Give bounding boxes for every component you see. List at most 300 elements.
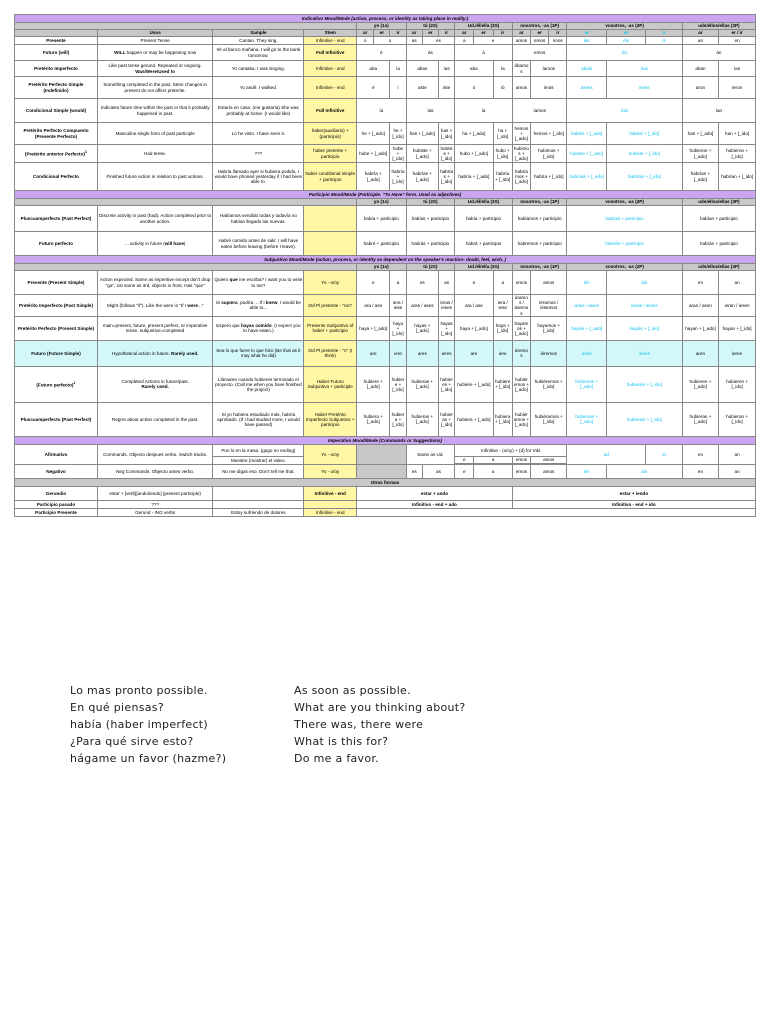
- tense-sample: Lo he visto. I have seen it.: [213, 123, 304, 145]
- ending-cell: hubieren + [_ado]: [682, 366, 718, 402]
- table-row: [15, 464, 756, 478]
- ending-cell: hubo + [_ado]: [455, 145, 493, 163]
- ending-cell: habría + [_ado]: [455, 163, 493, 191]
- ending-cell: hubierais + [_ado]: [567, 402, 606, 436]
- ending-cell: había + participio: [455, 206, 513, 232]
- ending-cell: en: [682, 271, 718, 295]
- ending-cell: éis: [606, 37, 645, 45]
- ending-cell: emos: [512, 271, 530, 295]
- ending-cell: han + [_ado]: [682, 123, 718, 145]
- tense-stem: Haber Futuro Subjuntivo + participle: [304, 366, 357, 402]
- tense-sample: No me digas eso. Don't tell me that.: [213, 464, 304, 478]
- ending-cell: íamos: [512, 99, 567, 123]
- tense-stem: haber preterite + participio: [304, 145, 357, 163]
- ending-cell: imos: [531, 77, 567, 99]
- ending-cell: aren: [682, 340, 718, 366]
- tense-stem: Full Infinitive: [304, 99, 357, 123]
- ending-cell: hayan + [_ido]: [719, 316, 756, 340]
- ending-cell: ías: [438, 61, 454, 77]
- ending-cell: hubiera + [_ado]: [455, 402, 493, 436]
- ending-cell: ieras / ieses: [438, 295, 454, 317]
- ending-cell: hubieras + [_ado]: [406, 402, 438, 436]
- tense-sample: Muestre (mostrar) el video.: [213, 456, 304, 464]
- phrase-english: What are you thinking about?: [294, 701, 466, 714]
- ending-cell: en: [682, 464, 718, 478]
- ending-cell: es: [406, 271, 438, 295]
- ending-cell: íais: [606, 61, 682, 77]
- ending-cell: e: [474, 37, 512, 45]
- ending-cell: íamos: [531, 61, 567, 77]
- tense-use: Masculine single form of past participle: [97, 123, 212, 145]
- ending-cell: e: [455, 464, 474, 478]
- table-row: [15, 444, 756, 456]
- tense-use: Regret about action completed in the past.: [97, 402, 212, 436]
- ending-cell: ían: [682, 99, 755, 123]
- ending-header: er: [606, 30, 645, 37]
- ending-cell: hubieres + [_ido]: [438, 366, 454, 402]
- ending-cell: habrían + [_ado]: [682, 163, 718, 191]
- person-header: Ud./él/ella (3S): [455, 199, 513, 206]
- ending-cell: iere: [493, 340, 512, 366]
- ending-cell: ares: [406, 340, 438, 366]
- list-item: [70, 718, 750, 735]
- tense-sample: Yo cantaba. I was singing.: [213, 61, 304, 77]
- person-header: yo (1s): [357, 199, 407, 206]
- table-row: [15, 37, 756, 45]
- tense-name: Pretérito Perfecto Simple (Indefinido): [15, 77, 98, 99]
- ending-cell: ha + [_ado]: [455, 123, 493, 145]
- ending-cell: iste: [438, 77, 454, 99]
- ending-cell: hayas + [_ido]: [438, 316, 454, 340]
- ending-cell: hubiera + [_ido]: [493, 402, 512, 436]
- ending-cell: habían + participio: [682, 206, 755, 232]
- tense-use: Neg Commands. Objecto antes verbo.: [97, 464, 212, 478]
- tense-stem: Yo - o/oy: [304, 271, 357, 295]
- tense-name: Negativo: [15, 464, 98, 478]
- ending-cell: hubiere + [_ido]: [390, 366, 406, 402]
- tense-use: Discrete activity in past (had). Action completed prior to another action.: [97, 206, 212, 232]
- ending-cell: habéis + [_ado]: [567, 123, 606, 145]
- ending-cell: estar + iendo: [512, 486, 755, 500]
- ending-cell: é: [357, 77, 390, 99]
- ending-cell: habremos + participio: [512, 232, 567, 256]
- ending-cell: habríais + [_ido]: [606, 163, 682, 191]
- ending-cell: ieren: [719, 340, 756, 366]
- ending-cell: hubiste + [_ido]: [606, 145, 682, 163]
- ending-cell: as: [422, 464, 454, 478]
- tense-use: Something completed in the past. Stem changes in present do not affect preterite.: [97, 77, 212, 99]
- ending-cell: han + [_ido]: [719, 123, 756, 145]
- conjugation-table: [14, 14, 756, 517]
- ending-cell: habría + [_ido]: [493, 163, 512, 191]
- tense-sample: ???: [213, 145, 304, 163]
- phrase-spanish: Lo mas pronto possible.: [70, 684, 208, 697]
- tense-name: Condicional Perfecto: [15, 163, 98, 191]
- ending-header: er: [422, 30, 438, 37]
- phrase-english: As soon as possible.: [294, 684, 411, 697]
- ending-cell: amos: [531, 464, 567, 478]
- ending-cell: hubimos + [_ado]: [513, 145, 529, 162]
- ending-header: ar: [455, 30, 474, 37]
- conjugation-sheet: [14, 14, 756, 517]
- tense-name: Participio pasado: [15, 500, 98, 508]
- tense-name: Futuro perfecto: [15, 232, 98, 256]
- section-imperative: Imperativo Mood/Mode (Commands or Suggestions): [15, 436, 756, 444]
- ending-cell: aron: [682, 77, 718, 99]
- ending-cell: ió: [493, 77, 512, 99]
- ending-cell: ía: [357, 99, 407, 123]
- tense-stem: Full Infinitive: [304, 45, 357, 61]
- ending-cell: aran / asen: [682, 295, 718, 317]
- person-header: nosotros, -as (1P): [512, 199, 567, 206]
- tense-use: Present Tense: [97, 37, 212, 45]
- ending-cell: hubiéramos + [_ido]: [531, 402, 567, 436]
- table-row: [15, 340, 756, 366]
- section-participle: Participio Mood/Mode (Participle. "To Have" form. Used as adjectives): [15, 191, 756, 199]
- person-header: Ud./él/ella (3S): [455, 23, 513, 30]
- ending-cell: í: [390, 77, 406, 99]
- table-row: [15, 295, 756, 317]
- tense-name: Condicional Simple (would): [15, 99, 98, 123]
- tense-name: Futuro (will): [15, 45, 98, 61]
- ending-cell: hubiere + [_ado]: [455, 366, 493, 402]
- tense-stem: Yo - o/oy: [304, 464, 357, 478]
- ending-cell: éis: [567, 45, 682, 61]
- ending-cell: hubieron + [_ido]: [719, 145, 756, 163]
- tense-name: Pretérito Perfecto (Present Simple): [15, 316, 98, 340]
- person-header: Ud./él/ella (3S): [455, 264, 513, 271]
- ending-cell: habríamos + [_ado]: [512, 163, 530, 191]
- ending-cell: iereis: [606, 340, 682, 366]
- list-item: [70, 735, 750, 752]
- table-row: [15, 206, 756, 232]
- tense-stem: haber conditional simple + participio: [304, 163, 357, 191]
- person-header: nosotros, -as (1P): [512, 264, 567, 271]
- ending-cell: ha + [_ido]: [493, 123, 512, 145]
- ending-cell: are: [357, 340, 390, 366]
- ending-cell: iera / iese: [390, 295, 406, 317]
- ending-cell: id: [646, 444, 682, 464]
- ending-cell: án: [682, 45, 755, 61]
- sample-header: Sample: [213, 30, 304, 37]
- ending-cell: habéis + [_ido]: [606, 123, 682, 145]
- ending-cell: an: [719, 271, 756, 295]
- ending-cell: hayáis + [_ido]: [606, 316, 682, 340]
- tense-use: ... activity in future (will have): [97, 232, 212, 256]
- tense-name: Afirmativo: [15, 444, 98, 464]
- ending-cell: aras / ases: [406, 295, 438, 317]
- tense-sample: Espero que hayas comido. (I expect you to have eaten.): [213, 316, 304, 340]
- person-header: yo (1s): [357, 23, 407, 30]
- tense-stem: Infinitive - end: [304, 77, 357, 99]
- ending-cell: ías: [406, 99, 455, 123]
- ending-cell: hemos + [_ado]: [512, 123, 530, 145]
- tense-stem: haber(auxiliario) + (participio): [304, 123, 357, 145]
- ending-header: ar: [512, 30, 530, 37]
- ending-cell: hubiereis + [_ido]: [606, 366, 682, 402]
- ending-cell: an: [719, 444, 756, 464]
- ending-cell: has + [_ado]: [406, 123, 438, 145]
- imperative-same-as-ud: Same as Ud.: [406, 444, 455, 464]
- tense-stem: Infinitive - end: [304, 508, 357, 516]
- ending-cell: abais: [567, 61, 606, 77]
- tense-use: Indicates future time within the past or that it probably happened in past.: [97, 99, 212, 123]
- ending-cell: habías + participio: [406, 206, 455, 232]
- ending-header: ar: [567, 30, 606, 37]
- ending-cell: hubiéramos + [_ado]: [512, 402, 530, 436]
- ending-cell: habré + participio: [357, 232, 407, 256]
- tense-name: Presente: [15, 37, 98, 45]
- ending-cell: o: [357, 37, 374, 45]
- phrase-spanish: ¿Para qué sirve esto?: [70, 735, 194, 748]
- ending-cell: hube + [_ido]: [390, 145, 406, 163]
- table-row: [15, 271, 756, 295]
- tense-name: Pretérito Perfecto Compuesto (Presente Perfecto): [15, 123, 98, 145]
- person-header: vosotros, -as (2P): [567, 23, 682, 30]
- ending-cell: hubieren + [_ido]: [719, 366, 756, 402]
- ending-cell: aba: [455, 61, 493, 77]
- tense-name: Pretérito Imperfecto: [15, 61, 98, 77]
- ending-cell: íais: [567, 99, 682, 123]
- ending-cell: iere: [390, 340, 406, 366]
- ending-cell: hubieras + [_ido]: [438, 402, 454, 436]
- ending-cell: haya + [_ido]: [493, 316, 512, 340]
- ending-cell: en: [682, 444, 718, 464]
- tense-name: Participio Presente: [15, 508, 98, 516]
- ending-cell: imos: [549, 37, 567, 45]
- ending-cell: hube + [_ado]: [357, 145, 390, 163]
- ending-cell: isteis: [606, 77, 682, 99]
- person-header: vosotros, -as (2P): [567, 199, 682, 206]
- ending-cell: había + participio: [357, 206, 407, 232]
- person-header: yo (1s): [357, 264, 407, 271]
- ending-cell: hayas + [_ado]: [406, 316, 438, 340]
- ending-cell: ís: [646, 37, 682, 45]
- tense-sample: Habría llamado ayer si hubiera podido, I would have phoned yesterday if I had been able to.: [213, 163, 304, 191]
- phrase-english: What is this for?: [294, 735, 389, 748]
- tense-name: Pluscuamperfecto (Past Perfect): [15, 402, 98, 436]
- phrase-english: There was, there were: [294, 718, 424, 731]
- imperative-vds-rule: Infinitive - (o/oy) + (d) for Vds: [455, 444, 567, 456]
- ending-cell: areis: [567, 340, 606, 366]
- ending-cell: en: [719, 37, 756, 45]
- ending-cell: habréis + participio: [567, 232, 682, 256]
- ending-cell: hubiereis + [_ado]: [567, 366, 606, 402]
- tense-use: Had tense.: [97, 145, 212, 163]
- ending-header: er: [374, 30, 390, 37]
- table-row: [15, 316, 756, 340]
- ending-header: ir: [438, 30, 454, 37]
- tense-use: Gerund - ING verbs: [97, 508, 212, 516]
- person-header: uds/ellos/ellas (3P): [682, 264, 755, 271]
- tense-sample: Estaría en casa. (me gustaría) She was probably at home. (I would like): [213, 99, 304, 123]
- ending-cell: a: [493, 271, 512, 295]
- ending-header: er / ir: [719, 30, 756, 37]
- tense-use: WILL happen or may be happening now: [97, 45, 212, 61]
- ending-cell: habrá + participio: [455, 232, 513, 256]
- ending-cell: ara / ase: [357, 295, 390, 317]
- tense-use: Completed Actions in future/past. Rarely used.: [97, 366, 212, 402]
- ending-cell: aban: [682, 61, 718, 77]
- table-row: [15, 500, 756, 508]
- person-header: tú (2S): [406, 199, 455, 206]
- tense-use: estar + [verb][ando/iendo] (present participle): [97, 486, 212, 500]
- tense-stem: 3rd Pl preterite - "n" (I think): [304, 340, 357, 366]
- ending-cell: haya + [_ido]: [390, 316, 406, 340]
- tense-sample: Habíamos vendido todas y todavía no habían llegado las nuevas.: [213, 206, 304, 232]
- ending-cell: haya + [_ado]: [357, 316, 390, 340]
- person-header: uds/ellos/ellas (3P): [682, 199, 755, 206]
- tense-name: Gerundio: [15, 486, 98, 500]
- ending-cell: are: [455, 340, 493, 366]
- ending-cell: hubierais + [_ido]: [606, 402, 682, 436]
- ending-cell: he + [_ado]: [357, 123, 390, 145]
- ending-cell: éis: [567, 271, 606, 295]
- ending-cell: an: [719, 464, 756, 478]
- person-header: uds/ellos/ellas (3P): [682, 23, 755, 30]
- ending-cell: asteis: [567, 77, 606, 99]
- ending-cell: a: [455, 37, 474, 45]
- ending-cell: a: [390, 271, 406, 295]
- ending-cell: hubieras + [_ado]: [406, 366, 438, 402]
- ending-cell: éis: [567, 464, 606, 478]
- tense-use: main=present, future, present perfect, or imperative tense. subjuntivo=completed: [97, 316, 212, 340]
- table-row: [15, 508, 756, 516]
- ending-header: er: [531, 30, 549, 37]
- ending-cell: estar + ando: [357, 486, 513, 500]
- ending-cell: iéremos: [531, 340, 567, 366]
- ending-cell: hubiste + [_ido]: [440, 145, 453, 162]
- ending-cell: ara / ase: [455, 295, 493, 317]
- table-row: [15, 123, 756, 145]
- table-row: [15, 486, 756, 500]
- ending-header: ir: [390, 30, 406, 37]
- ending-cell: hubimos + [_ido]: [531, 145, 567, 163]
- tense-name: Pluscuamperfecto (Past Perfect): [15, 206, 98, 232]
- ending-cell: as: [406, 37, 422, 45]
- ending-cell: a: [474, 464, 512, 478]
- ending-cell: e: [357, 271, 390, 295]
- ending-cell: hubiera + [_ido]: [390, 402, 406, 436]
- ending-cell: habría + [_ido]: [531, 163, 567, 191]
- tense-use: ???: [97, 500, 212, 508]
- ending-cell: hubiste + [_ado]: [567, 145, 606, 163]
- tense-stem: Presente Subjuntivo of haber + participio: [304, 316, 357, 340]
- ending-cell: ad: [567, 444, 646, 464]
- ending-cell: hubiéremos + [_ido]: [531, 366, 567, 402]
- ending-cell: áramos / ásemos: [512, 295, 530, 317]
- tense-name: Pretérito Imperfecto (Past Simple): [15, 295, 98, 317]
- ending-cell: arais / aseis: [567, 295, 606, 317]
- tense-sample: Cantan. They sing.: [213, 37, 304, 45]
- ending-cell: habíais + participio: [567, 206, 682, 232]
- ending-cell: habíamos + participio: [512, 206, 567, 232]
- list-item: [70, 752, 750, 769]
- ending-cell: habrán + participio: [682, 232, 755, 256]
- ending-header: ir: [549, 30, 567, 37]
- table-row: [15, 232, 756, 256]
- ending-cell: an: [682, 37, 718, 45]
- ending-cell: hubiere + [_ado]: [357, 366, 390, 402]
- ending-cell: he + [_ido]: [390, 123, 406, 145]
- tense-stem: Yo - o/oy: [304, 444, 357, 464]
- stem-header: Stem: [304, 30, 357, 37]
- table-row: [15, 61, 756, 77]
- ending-cell: habrías + [_ado]: [406, 163, 438, 191]
- person-header: nosotros, -as (1P): [512, 23, 567, 30]
- ending-cell: amos: [512, 77, 530, 99]
- ending-cell: hayáis + [_ado]: [567, 316, 606, 340]
- ending-cell: hubo + [_ido]: [493, 145, 512, 163]
- tense-name: Futuro (Future Simple): [15, 340, 98, 366]
- ending-header: ir: [646, 30, 682, 37]
- table-row: [15, 45, 756, 61]
- ending-cell: ieran / iesen: [719, 295, 756, 317]
- section-indicative: Indicativo Mood/Mode (action, process, or identity as taking place in reality.): [15, 15, 756, 23]
- tense-sample: Si supiera, podría ... If I knew, I would be able to...: [213, 295, 304, 317]
- ending-cell: amos: [531, 456, 567, 463]
- person-header: tú (2S): [406, 264, 455, 271]
- ending-header: ir: [493, 30, 512, 37]
- ending-cell: aste: [406, 77, 438, 99]
- tense-use: Action expected. Same as imperitive except don't drop "ga", 1st same as 3rd, objects in front. Has "que": [97, 271, 212, 295]
- tense-name: (Pretérito anterior Perfecto)$^1$: [15, 145, 98, 163]
- ending-cell: ierais / ieseis: [606, 295, 682, 317]
- ending-cell: habrás + participio: [406, 232, 455, 256]
- list-item: [70, 684, 750, 701]
- ending-cell: ían: [719, 61, 756, 77]
- ending-cell: hubieron + [_ado]: [682, 145, 718, 163]
- tense-sample: Yo andé. I walked.: [213, 77, 304, 99]
- ending-cell: ás: [406, 45, 455, 61]
- ending-cell: ábamos: [512, 61, 530, 77]
- section-other: Otras formas: [15, 478, 756, 486]
- usos-header: Usos: [97, 30, 212, 37]
- tense-stem: Infinitive - end: [304, 486, 357, 500]
- tense-stem: Infinitive - end: [304, 37, 357, 45]
- ending-cell: a: [474, 456, 512, 463]
- ending-cell: has + [_ido]: [438, 123, 454, 145]
- ending-cell: Infinitivo - end + ado: [357, 500, 513, 508]
- ending-cell: áis: [606, 271, 682, 295]
- ending-cell: hubiéremos + [_ado]: [512, 366, 530, 402]
- tense-use: Finished future action in relation to past actions.: [97, 163, 212, 191]
- table-row: [15, 145, 756, 163]
- ending-cell: emos: [512, 45, 567, 61]
- ending-cell: á: [455, 45, 513, 61]
- phrase-spanish: hágame un favor (hazme?): [70, 752, 227, 765]
- person-header: tú (2S): [406, 23, 455, 30]
- ending-cell: hubieran + [_ido]: [719, 402, 756, 436]
- ending-cell: hayamos + [_ido]: [531, 316, 567, 340]
- ending-cell: abas: [406, 61, 438, 77]
- tense-sample: Estoy sufriendo de dolores: [213, 508, 304, 516]
- tense-sample: Iré al banco mañana. I will go to the bank tomorrow.: [213, 45, 304, 61]
- ending-cell: es: [406, 464, 422, 478]
- ending-cell: amos: [531, 271, 567, 295]
- ending-cell: as: [438, 271, 454, 295]
- ending-cell: áis: [606, 464, 682, 478]
- ending-header: er: [474, 30, 493, 37]
- phrase-spanish: había (haber imperfect): [70, 718, 208, 731]
- ending-cell: e: [455, 271, 493, 295]
- tense-sample: Sea lo que fuere lo que hizo (Be that as it may what he did): [213, 340, 304, 366]
- ending-cell: áremos: [512, 340, 530, 366]
- ending-cell: hayamos + [_ado]: [512, 316, 530, 340]
- tense-stem: 3rd Pl preterite - "ron": [304, 295, 357, 317]
- ending-cell: habría + [_ido]: [390, 163, 406, 191]
- ending-header: ar: [682, 30, 718, 37]
